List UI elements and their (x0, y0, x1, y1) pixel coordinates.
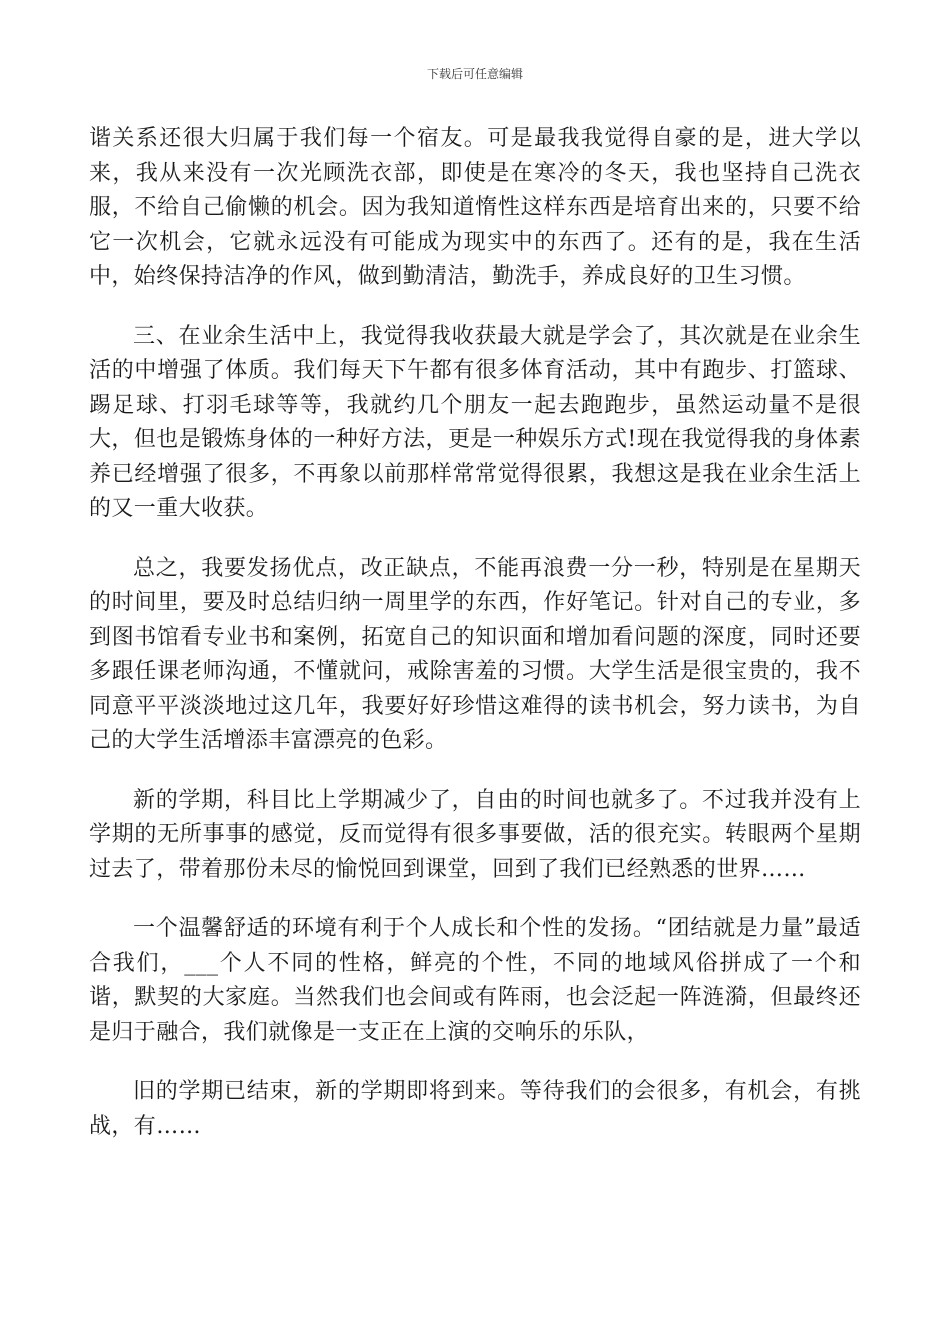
paragraph-conclusion: 总之，我要发扬优点，改正缺点，不能再浪费一分一秒，特别是在星期天的时间里，要及时总结归纳一周里学的东西，作好笔记。针对自己的专业，多到图书馆看专业书和案例，拓宽自己的知识面和增加看问题的深度，同时还要多跟任课老师沟通，不懂就问，戒除害羞的习惯。大学生活是很宝贵的，我不同意平平淡淡地过这几年，我要好好珍惜这难得的读书机会，努力读书，为自己的大学生活增添丰富漂亮的色彩。 (89, 555, 861, 753)
paragraph-harmonious-environment: 一个温馨舒适的环境有利于个人成长和个性的发扬。“团结就是力量”最适合我们，___个人不同的性格，鲜亮的个性，不同的地域风俗拼成了一个和谐，默契的大家庭。当然我们也会间或有阵雨，也会泛起一阵涟漪，但最终还是归于融合，我们就像是一支正在上演的交响乐的乐队， (89, 916, 861, 1045)
paragraph-dormitory-continuation: 谐关系还很大归属于我们每一个宿友。可是最我我觉得自豪的是，进大学以来，我从来没有一次光顾洗衣部，即使是在寒冷的冬天，我也坚持自己洗衣服，不给自己偷懒的机会。因为我知道惰性这样东西是培育出来的，只要不给它一次机会，它就永远没有可能成为现实中的东西了。还有的是，我在生活中，始终保持洁净的作风，做到勤清洁，勤洗手，养成良好的卫生习惯。 (89, 126, 861, 289)
header-note: 下载后可任意编辑 (426, 67, 523, 81)
paragraph-old-semester-ended: 旧的学期已结束，新的学期即将到来。等待我们的会很多，有机会，有挑战，有…… (89, 1079, 861, 1139)
document-body (89, 122, 861, 1169)
paragraph-leisure-life: 三、在业余生活中上，我觉得我收获最大就是学会了，其次就是在业余生活的中增强了体质。我们每天下午都有很多体育活动，其中有跑步、打篮球、踢足球、打羽毛球等等，我就约几个朋友一起去跑跑步，虽然运动量不是很大，但也是锻炼身体的一种好方法，更是一种娱乐方式!现在我觉得我的身体素养已经增强了很多，不再象以前那样常常觉得很累，我想这是我在业余生活上的又一重大收获。 (89, 323, 861, 521)
paragraph-new-semester: 新的学期，科目比上学期减少了，自由的时间也就多了。不过我并没有上学期的无所事事的感觉，反而觉得有很多事要做，活的很充实。转眼两个星期过去了，带着那份未尽的愉悦回到课堂，回到了我们已经熟悉的世界…… (89, 787, 861, 882)
